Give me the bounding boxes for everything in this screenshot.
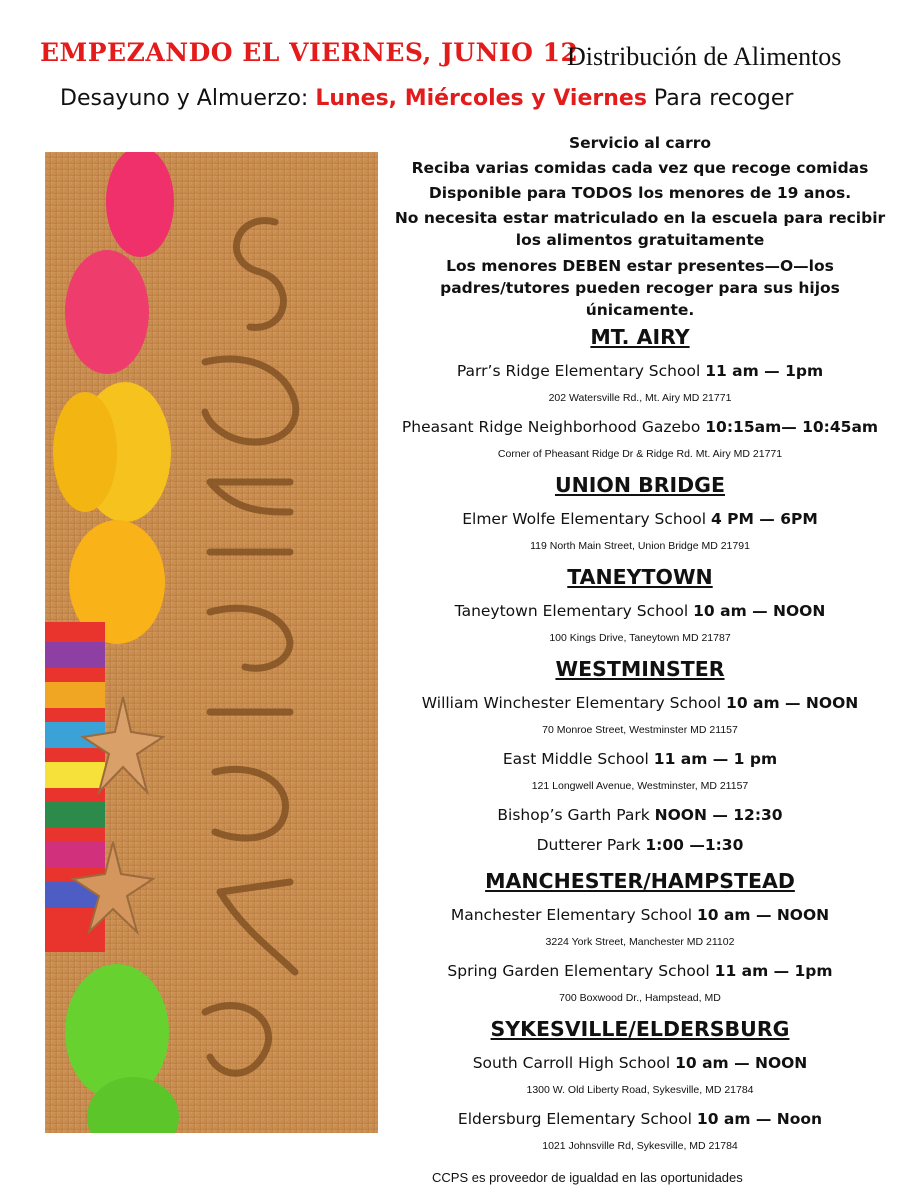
site-time: 11 am — 1pm (714, 962, 833, 980)
site-address: Corner of Pheasant Ridge Dr & Ridge Rd. Mt. Airy MD 21771 (497, 448, 783, 460)
note-enrollment: No necesita estar matriculado en la escuela para recibir los alimentos gratuitamente (394, 209, 886, 249)
headline: EMPEZANDO EL VIERNES, JUNIO 12 (40, 38, 579, 67)
site-time: 10 am — NOON (696, 906, 830, 924)
site-address: 121 Longwell Avenue, Westminster, MD 21157 (531, 780, 749, 792)
region-title: UNION BRIDGE (554, 473, 726, 497)
site-time: 10 am — Noon (696, 1110, 823, 1128)
site-time: 11 am — 1pm (705, 362, 824, 380)
site-time: 10:15am— 10:45am (705, 418, 879, 436)
site-address: 202 Watersville Rd., Mt. Airy MD 21771 (548, 392, 732, 404)
site-address: 1021 Johnsville Rd, Sykesville, MD 21784 (542, 1140, 738, 1152)
region-title: MANCHESTER/HAMPSTEAD (485, 869, 795, 893)
info-column (390, 132, 890, 1165)
site-name: Taneytown Elementary School (454, 602, 689, 620)
site-line (390, 805, 890, 825)
days-suffix: Para recoger (653, 86, 794, 111)
site-name: Elmer Wolfe Elementary School (462, 510, 706, 528)
site-name: Bishop’s Garth Park (497, 806, 650, 824)
site-name: William Winchester Elementary School (421, 694, 722, 712)
site-line (390, 361, 890, 381)
summer-sand-photo (45, 152, 378, 1133)
site-name: Spring Garden Elementary School (447, 962, 710, 980)
site-name: Eldersburg Elementary School (457, 1110, 692, 1128)
site-time: 10 am — NOON (675, 1054, 808, 1072)
distribution-title: Distribución de Alimentos (567, 42, 842, 71)
site-name: South Carroll High School (472, 1054, 671, 1072)
region-title: TANEYTOWN (567, 565, 713, 589)
site-time: NOON — 12:30 (654, 806, 783, 824)
site-name: Dutterer Park (536, 836, 641, 854)
site-address: 3224 York Street, Manchester MD 21102 (545, 936, 735, 948)
days-prefix: Desayuno y Almuerzo: (60, 86, 309, 111)
site-time: 4 PM — 6PM (710, 510, 818, 528)
site-time: 11 am — 1 pm (653, 750, 778, 768)
site-line (390, 905, 890, 925)
site-line (390, 693, 890, 713)
note-eligibility: Disponible para TODOS los menores de 19 anos. (428, 184, 852, 202)
region-title: MT. AIRY (590, 325, 690, 349)
site-address: 70 Monroe Street, Westminster MD 21157 (542, 724, 738, 736)
site-name: Manchester Elementary School (450, 906, 693, 924)
site-line (390, 835, 890, 855)
meal-days (60, 86, 793, 111)
site-line (390, 417, 890, 437)
site-line (390, 509, 890, 529)
site-time: 10 am — NOON (693, 602, 826, 620)
site-line (390, 749, 890, 769)
site-name: East Middle School (502, 750, 649, 768)
footer-equal-opportunity: CCPS es proveedor de igualdad en las oportunidades (432, 1170, 743, 1185)
site-line (390, 1109, 890, 1129)
site-time: 10 am — NOON (726, 694, 859, 712)
site-name: Parr’s Ridge Elementary School (456, 362, 701, 380)
note-curbside: Servicio al carro (568, 134, 712, 152)
site-line (390, 961, 890, 981)
note-presence: Los menores DEBEN estar presentes—O—los padres/tutores pueden recoger para sus hijos únicamente. (440, 257, 840, 319)
site-address: 119 North Main Street, Union Bridge MD 21791 (530, 540, 750, 552)
site-address: 100 Kings Drive, Taneytown MD 21787 (549, 632, 731, 644)
site-address: 700 Boxwood Dr., Hampstead, MD (559, 992, 721, 1004)
site-line (390, 601, 890, 621)
site-line (390, 1053, 890, 1073)
site-time: 1:00 —1:30 (645, 836, 744, 854)
site-address: 1300 W. Old Liberty Road, Sykesville, MD 21784 (526, 1084, 754, 1096)
region-title: SYKESVILLE/ELDERSBURG (490, 1017, 790, 1041)
days-highlight: Lunes, Miércoles y Viernes (315, 86, 647, 111)
region-title: WESTMINSTER (555, 657, 725, 681)
note-multiple-meals: Reciba varias comidas cada vez que recoge comidas (411, 159, 869, 177)
site-name: Pheasant Ridge Neighborhood Gazebo (401, 418, 701, 436)
